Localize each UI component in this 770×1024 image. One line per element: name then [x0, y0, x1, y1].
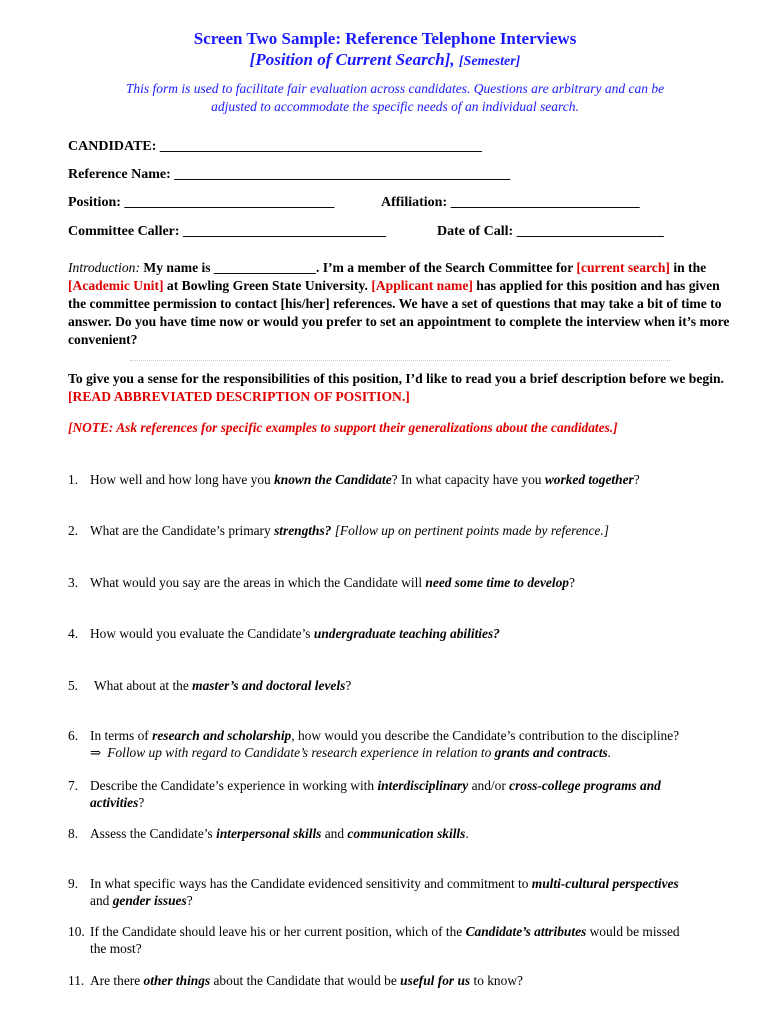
question-emphasis: research and scholarship [152, 728, 292, 743]
question-text: ? [633, 472, 640, 487]
page-subtitle [0, 50, 770, 70]
question-10-continuation: the most? [90, 941, 142, 956]
introduction-label: Introduction: [68, 260, 140, 275]
question-6-follow-up [68, 744, 740, 761]
question-emphasis: other things [143, 973, 211, 988]
question-text: What would you say are the areas in which the Candidate will [90, 575, 426, 590]
question-5 [68, 677, 740, 694]
divider [130, 360, 670, 361]
question-emphasis: master’s and doctoral levels [192, 678, 346, 693]
question-text: In what specific ways has the Candidate evidenced sensitivity and commitment to [90, 876, 532, 891]
question-number: 2. [68, 523, 79, 538]
question-10 [68, 923, 740, 957]
question-text: What are the Candidate’s primary [90, 523, 275, 538]
form-purpose-line-2: adjusted to accommodate the specific needs of an individual search. [211, 99, 579, 114]
question-text: How well and how long have you [90, 472, 275, 487]
question-3 [68, 574, 740, 591]
question-4 [68, 625, 740, 642]
question-text: and [321, 826, 348, 841]
question-number: 10. [68, 924, 85, 939]
question-6 [68, 727, 740, 761]
follow-up-text: Follow up with regard to Candidate’s research experience in relation to [107, 745, 495, 760]
position-placeholder: [Position of Current Search], [249, 50, 455, 69]
question-text: , how would you describe the Candidate’s contribution to the discipline? [291, 728, 680, 743]
question-emphasis: need some time to develop [425, 575, 569, 590]
read-description-instruction: [READ ABBREVIATED DESCRIPTION OF POSITION.] [68, 389, 410, 404]
intro-text: has applied for this position and has given the committee permission to contact [his/her] references. We have a set of questions that may take a bit of time to answer. Do you have time now or would you prefer to set an appointment to complete the interview when it’s more convenient? [68, 278, 730, 347]
question-text: ? [138, 795, 145, 810]
question-emphasis: Candidate’s attributes [465, 924, 587, 939]
question-number: 11. [68, 973, 85, 988]
applicant-name-placeholder: [Applicant name] [371, 278, 473, 293]
question-number: 4. [68, 626, 79, 641]
follow-up-text: . [607, 745, 612, 760]
question-emphasis: multi-cultural perspectives [531, 876, 679, 891]
question-text: and/or [468, 778, 510, 793]
question-9-continuation [68, 892, 740, 909]
current-search-placeholder: [current search] [576, 260, 670, 275]
form-purpose-note [80, 80, 710, 116]
arrow-icon: ⇒ [90, 745, 102, 760]
question-emphasis: cross-college programs and [509, 778, 661, 793]
question-emphasis: interdisciplinary [377, 778, 469, 793]
question-emphasis: communication skills [347, 826, 466, 841]
question-number: 9. [68, 876, 79, 891]
question-text: What about at the [94, 678, 193, 693]
question-emphasis: known the Candidate [274, 472, 392, 487]
question-emphasis: undergraduate teaching abilities? [313, 626, 500, 641]
question-text: . [465, 826, 469, 841]
question-text: and [90, 893, 113, 908]
page-title: Screen Two Sample: Reference Telephone Interviews [193, 29, 577, 48]
position-field: Position: ______________________________ [68, 195, 335, 210]
question-emphasis: gender issues [112, 893, 187, 908]
question-text: ? [345, 678, 352, 693]
intro-text: in the [669, 260, 707, 275]
question-2 [68, 522, 740, 539]
question-text: Describe the Candidate’s experience in working with [90, 778, 378, 793]
question-number: 5. [68, 678, 79, 693]
question-emphasis: interpersonal skills [216, 826, 322, 841]
question-number: 1. [68, 472, 79, 487]
question-text: Are there [90, 973, 144, 988]
intro-text: My name is _______________. I’m a member of the Search Committee for [139, 260, 577, 275]
committee-caller-field: Committee Caller: _____________________________ [68, 224, 387, 239]
question-emphasis: strengths? [274, 523, 332, 538]
question-text: would be missed [586, 924, 680, 939]
academic-unit-placeholder: [Academic Unit] [68, 278, 164, 293]
question-number: 3. [68, 575, 79, 590]
candidate-field: CANDIDATE: ______________________________________________ [68, 139, 482, 154]
question-text: Assess the Candidate’s [90, 826, 217, 841]
question-8 [68, 825, 740, 842]
follow-up-instruction: [Follow up on pertinent points made by reference.] [331, 523, 609, 538]
question-7 [68, 777, 740, 811]
description-text: To give you a sense for the responsibilities of this position, I’d like to read you a brief description before we begin. [68, 371, 724, 386]
question-text: In terms of [90, 728, 153, 743]
question-text: How would you evaluate the Candidate’s [90, 626, 314, 641]
question-text: ? [568, 575, 575, 590]
interviewer-note: [NOTE: Ask references for specific examples to support their generalizations about the candidates.] [68, 420, 618, 435]
question-emphasis: grants and contracts [494, 745, 608, 760]
form-purpose-line-1: This form is used to facilitate fair evaluation across candidates. Questions are arbitrary and can be [125, 81, 665, 96]
question-emphasis: worked together [544, 472, 634, 487]
question-text: to know? [470, 973, 523, 988]
question-number: 7. [68, 778, 79, 793]
question-1 [68, 471, 740, 488]
question-emphasis: activities [90, 795, 139, 810]
question-number: 6. [68, 728, 79, 743]
question-text: about the Candidate that would be [210, 973, 401, 988]
date-of-call-field: Date of Call: _____________________ [437, 224, 664, 239]
introduction-paragraph [68, 259, 738, 349]
question-9 [68, 875, 740, 909]
question-text: ? In what capacity have you [391, 472, 545, 487]
question-emphasis: useful for us [400, 973, 471, 988]
question-11 [68, 972, 740, 989]
question-text: ? [186, 893, 193, 908]
question-7-continuation [68, 794, 740, 811]
question-text: If the Candidate should leave his or her current position, which of the [90, 924, 466, 939]
reference-name-field: Reference Name: ________________________________________________ [68, 167, 511, 182]
affiliation-field: Affiliation: ___________________________ [381, 195, 640, 210]
intro-text: at Bowling Green State University. [163, 278, 372, 293]
semester-placeholder: [Semester] [458, 54, 521, 69]
description-paragraph [68, 370, 738, 406]
question-number: 8. [68, 826, 79, 841]
